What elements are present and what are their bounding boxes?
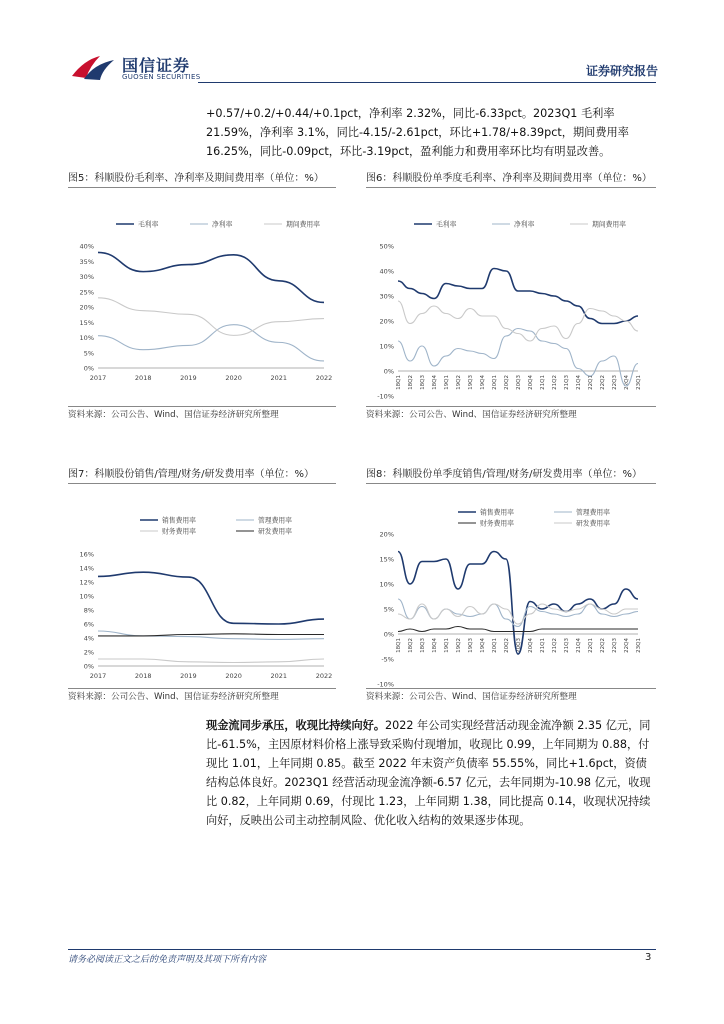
figure-6-source: 资料来源：公司公告、Wind、国信证券经济研究所整理 bbox=[366, 406, 656, 423]
legend-label-1: 净利率 bbox=[212, 220, 233, 229]
y-tick-label: 30% bbox=[379, 292, 394, 301]
figure-5 bbox=[68, 170, 336, 423]
x-tick-label: 18Q2 bbox=[408, 638, 414, 653]
x-tick-label: 2022 bbox=[315, 672, 333, 680]
x-tick-label: 21Q3 bbox=[564, 375, 570, 390]
x-tick-label: 2017 bbox=[89, 672, 107, 680]
y-tick-label: -10% bbox=[377, 392, 394, 401]
figure-8-title: 图8：科顺股份单季度销售/管理/财务/研发费用率（单位：%） bbox=[366, 466, 656, 484]
figure-7-chart bbox=[68, 484, 336, 684]
figure-5-chart bbox=[68, 188, 336, 402]
legend-label-0: 销售费用率 bbox=[480, 508, 514, 517]
x-tick-label: 2020 bbox=[225, 672, 242, 680]
y-tick-label: 50% bbox=[379, 242, 394, 251]
x-tick-label: 20Q2 bbox=[504, 638, 510, 653]
y-tick-label: 5% bbox=[83, 349, 94, 358]
guosen-logo-icon bbox=[70, 52, 116, 82]
x-tick-label: 18Q1 bbox=[396, 375, 402, 390]
x-tick-label: 19Q2 bbox=[456, 638, 462, 653]
y-tick-label: 10% bbox=[79, 334, 94, 342]
x-tick-label: 21Q3 bbox=[564, 638, 570, 653]
figure-5-source: 资料来源：公司公告、Wind、国信证券经济研究所整理 bbox=[68, 406, 336, 423]
x-tick-label: 20Q3 bbox=[516, 638, 522, 653]
x-tick-label: 22Q1 bbox=[588, 638, 594, 653]
x-tick-label: 22Q2 bbox=[600, 375, 606, 390]
x-tick-label: 2018 bbox=[134, 374, 152, 382]
x-tick-label: 20Q3 bbox=[516, 375, 522, 390]
figure-6-chart bbox=[366, 188, 656, 402]
body-paragraph-2 bbox=[206, 716, 656, 830]
y-tick-label: 35% bbox=[79, 257, 94, 266]
y-tick-label: 10% bbox=[79, 592, 94, 601]
series-line-2 bbox=[398, 301, 638, 341]
y-tick-label: 8% bbox=[83, 606, 94, 615]
y-tick-label: 40% bbox=[379, 267, 394, 276]
paragraph-2-text: 2022 年公司实现经营活动现金流净额 2.35 亿元，同比-61.5%，主因原材料价格上涨导致采购付现增加，收现比 0.99，上年同期为 0.88，付现比 1.01，上年同期 0.85。截至 2022 年末资产负债率 55.55%，同比+1.6pct，资债结构总体良好。2023Q1 经营活动现金流净额-6.57 亿元，去年同期为-10.98 亿元，收现比 0.82，上年同期 0.69，付现比 1.23，上年同期 1.38，同比提高 0.14，收现状况持续向好，反映出公司主动控制风险、优化收入结构的效果逐步体现。 bbox=[206, 719, 651, 827]
legend-label-1: 管理费用率 bbox=[576, 508, 610, 517]
series-line-1 bbox=[98, 325, 324, 361]
y-tick-label: 6% bbox=[83, 620, 94, 629]
y-tick-label: 2% bbox=[83, 648, 94, 657]
x-tick-label: 19Q1 bbox=[444, 638, 450, 653]
legend-label-2: 财务费用率 bbox=[480, 519, 514, 528]
x-tick-label: 19Q4 bbox=[480, 638, 486, 653]
legend-label-3: 研发费用率 bbox=[258, 527, 292, 536]
x-tick-label: 21Q1 bbox=[540, 375, 546, 390]
series-line-0 bbox=[98, 252, 324, 302]
legend-label-2: 期间费用率 bbox=[592, 220, 626, 229]
figure-7 bbox=[68, 466, 336, 705]
legend-label-0: 销售费用率 bbox=[162, 516, 196, 525]
legend-label-1: 净利率 bbox=[514, 220, 535, 229]
y-tick-label: -10% bbox=[377, 680, 394, 689]
y-tick-label: 30% bbox=[79, 273, 94, 281]
y-tick-label: 12% bbox=[79, 578, 94, 587]
logo-name-en: GUOSEN SECURITIES bbox=[122, 73, 201, 81]
footer-disclaimer: 请务必阅读正文之后的免责声明及其项下所有内容 bbox=[68, 955, 267, 965]
paragraph-2-heading: 现金流同步承压，收现比持续向好。 bbox=[206, 719, 386, 732]
x-tick-label: 18Q4 bbox=[432, 638, 438, 653]
legend-label-0: 毛利率 bbox=[436, 220, 457, 229]
legend-label-1: 管理费用率 bbox=[258, 516, 292, 525]
x-tick-label: 23Q1 bbox=[636, 638, 642, 653]
legend-label-2: 期间费用率 bbox=[286, 220, 320, 229]
x-tick-label: 20Q4 bbox=[528, 638, 534, 653]
logo-name-cn: 国信证券 bbox=[122, 56, 191, 75]
x-tick-label: 2021 bbox=[270, 374, 288, 382]
x-tick-label: 2018 bbox=[134, 672, 152, 680]
y-tick-label: 10% bbox=[379, 580, 394, 589]
y-tick-label: -5% bbox=[381, 655, 394, 664]
figure-8-source: 资料来源：公司公告、Wind、国信证券经济研究所整理 bbox=[366, 688, 656, 705]
y-tick-label: 20% bbox=[379, 317, 394, 326]
figure-5-title: 图5：科顺股份毛利率、净利率及期间费用率（单位：%） bbox=[68, 170, 336, 188]
footer-divider bbox=[68, 949, 656, 950]
x-tick-label: 21Q4 bbox=[576, 375, 582, 390]
y-tick-label: 20% bbox=[79, 303, 94, 312]
x-tick-label: 19Q3 bbox=[468, 375, 474, 390]
y-tick-label: 0% bbox=[383, 367, 394, 376]
x-tick-label: 2021 bbox=[270, 672, 288, 680]
x-tick-label: 18Q1 bbox=[396, 638, 402, 653]
x-tick-label: 22Q4 bbox=[624, 638, 630, 653]
x-tick-label: 23Q1 bbox=[636, 375, 642, 390]
figure-8-chart bbox=[366, 484, 656, 689]
y-tick-label: 15% bbox=[379, 555, 394, 564]
y-tick-label: 25% bbox=[79, 288, 94, 297]
x-tick-label: 21Q2 bbox=[552, 638, 558, 653]
y-tick-label: 14% bbox=[79, 564, 94, 573]
figure-8 bbox=[366, 466, 656, 705]
header-divider bbox=[198, 82, 656, 83]
x-tick-label: 20Q2 bbox=[504, 375, 510, 390]
legend-label-3: 研发费用率 bbox=[576, 519, 610, 528]
x-tick-label: 18Q3 bbox=[420, 638, 426, 653]
report-type-label: 证券研究报告 bbox=[586, 64, 659, 78]
y-tick-label: 20% bbox=[379, 530, 394, 539]
figure-7-source: 资料来源：公司公告、Wind、国信证券经济研究所整理 bbox=[68, 688, 336, 705]
y-tick-label: 40% bbox=[79, 242, 94, 251]
x-tick-label: 20Q1 bbox=[492, 638, 498, 653]
y-tick-label: 4% bbox=[83, 634, 94, 643]
legend-label-0: 毛利率 bbox=[138, 220, 159, 229]
x-tick-label: 19Q2 bbox=[456, 375, 462, 390]
figure-6 bbox=[366, 170, 656, 423]
x-tick-label: 22Q2 bbox=[600, 638, 606, 653]
y-tick-label: 0% bbox=[383, 630, 394, 639]
series-line-1 bbox=[398, 599, 638, 627]
series-line-1 bbox=[98, 631, 324, 639]
figure-7-title: 图7：科顺股份销售/管理/财务/研发费用率（单位：%） bbox=[68, 466, 336, 484]
x-tick-label: 2019 bbox=[180, 672, 197, 680]
x-tick-label: 2017 bbox=[89, 374, 107, 382]
y-tick-label: 0% bbox=[83, 364, 94, 373]
x-tick-label: 19Q4 bbox=[480, 375, 486, 390]
x-tick-label: 22Q3 bbox=[612, 375, 618, 390]
x-tick-label: 19Q3 bbox=[468, 638, 474, 653]
x-tick-label: 18Q2 bbox=[408, 375, 414, 390]
series-line-2 bbox=[98, 298, 324, 336]
x-tick-label: 21Q2 bbox=[552, 375, 558, 390]
x-tick-label: 2019 bbox=[180, 374, 197, 382]
series-line-0 bbox=[398, 269, 638, 324]
y-tick-label: 10% bbox=[379, 342, 394, 351]
body-paragraph-1: +0.57/+0.2/+0.44/+0.1pct，净利率 2.32%，同比-6.33pct。2023Q1 毛利率 21.59%，净利率 3.1%，同比-4.15/-2.61pct，环比+1.78/+8.39pct，期间费用率 16.25%，同比-0.09pct，环比-3.19pct，盈利能力和费用率环比均有明显改善。 bbox=[206, 107, 629, 158]
x-tick-label: 21Q1 bbox=[540, 638, 546, 653]
x-tick-label: 22Q3 bbox=[612, 638, 618, 653]
x-tick-label: 20Q1 bbox=[492, 375, 498, 390]
y-tick-label: 15% bbox=[79, 318, 94, 327]
figure-6-title: 图6：科顺股份单季度毛利率、净利率及期间费用率（单位：%） bbox=[366, 170, 656, 188]
x-tick-label: 2020 bbox=[225, 374, 242, 382]
series-line-0 bbox=[98, 572, 324, 624]
y-tick-label: 5% bbox=[383, 605, 394, 614]
x-tick-label: 18Q4 bbox=[432, 375, 438, 390]
y-tick-label: 0% bbox=[83, 662, 94, 671]
series-line-2 bbox=[98, 659, 324, 663]
legend-label-2: 财务费用率 bbox=[162, 527, 196, 536]
series-line-2 bbox=[398, 627, 638, 632]
x-tick-label: 20Q4 bbox=[528, 375, 534, 390]
x-tick-label: 21Q4 bbox=[576, 638, 582, 653]
x-tick-label: 22Q1 bbox=[588, 375, 594, 390]
x-tick-label: 22Q4 bbox=[624, 375, 630, 390]
x-tick-label: 18Q3 bbox=[420, 375, 426, 390]
x-tick-label: 19Q1 bbox=[444, 375, 450, 390]
x-tick-label: 2022 bbox=[315, 374, 333, 382]
y-tick-label: 16% bbox=[79, 550, 94, 559]
page-number: 3 bbox=[645, 952, 652, 963]
